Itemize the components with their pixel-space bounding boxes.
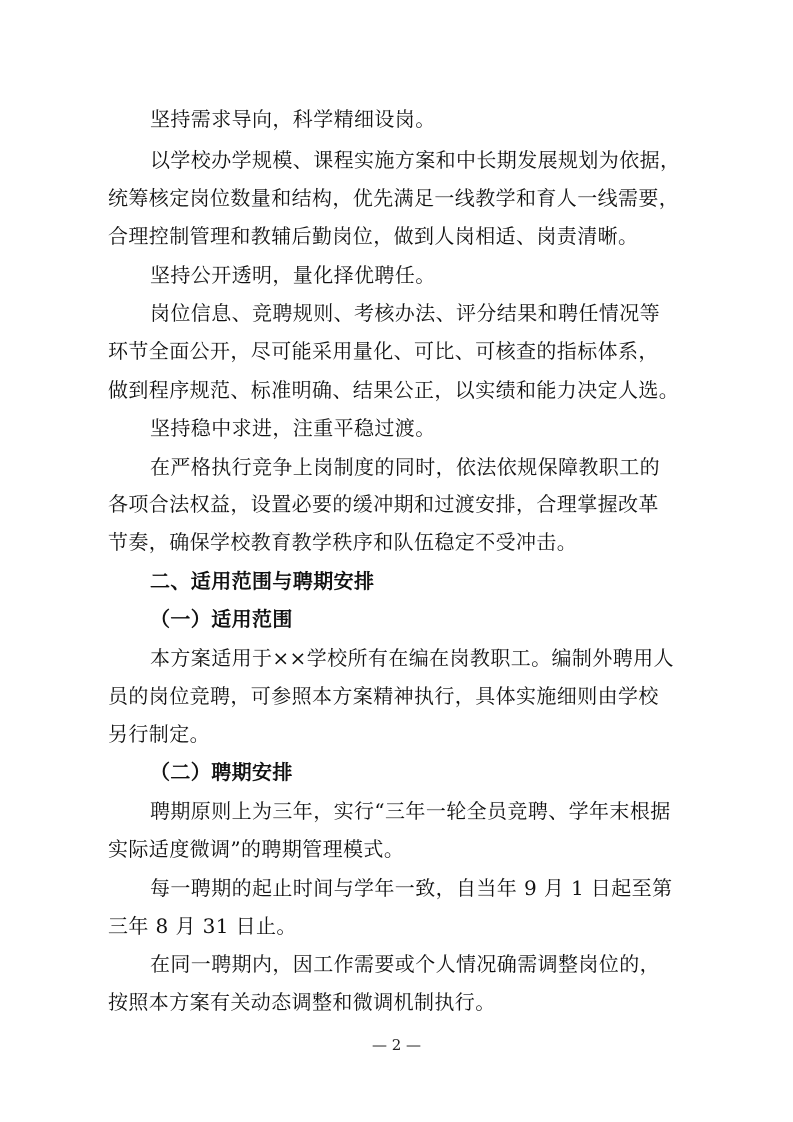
paragraph-line: 统筹核定岗位数量和结构，优先满足一线教学和育人一线需要， xyxy=(108,186,680,210)
paragraph-line: 本方案适用于××学校所有在编在岗教职工。编制外聘用人 xyxy=(150,646,674,670)
paragraph-line: 在同一聘期内，因工作需要或个人情况确需调整岗位的， xyxy=(150,952,660,976)
paragraph-line: 聘期原则上为三年，实行“三年一轮全员竞聘、学年末根据 xyxy=(150,799,671,823)
paragraph-line: 每一聘期的起止时间与学年一致，自当年 9 月 1 日起至第 xyxy=(150,876,673,900)
subsection-heading: （二）聘期安排 xyxy=(150,760,293,784)
section-heading: 二、适用范围与聘期安排 xyxy=(150,569,375,593)
paragraph-line: 节奏，确保学校教育教学秩序和队伍稳定不受冲击。 xyxy=(108,530,578,554)
paragraph-line: 在严格执行竞争上岗制度的同时，依法依规保障教职工的 xyxy=(150,455,660,479)
page-number: — 2 — xyxy=(371,1036,422,1054)
paragraph-line: 环节全面公开，尽可能采用量化、可比、可核查的指标体系， xyxy=(108,339,659,363)
paragraph-heading-stable: 坚持稳中求进，注重平稳过渡。 xyxy=(150,416,436,440)
paragraph-line: 按照本方案有关动态调整和微调机制执行。 xyxy=(108,990,496,1014)
paragraph-line: 实际适度微调”的聘期管理模式。 xyxy=(108,837,405,861)
paragraph-line: 以学校办学规模、课程实施方案和中长期发展规划为依据， xyxy=(150,148,681,172)
paragraph-line: 岗位信息、竞聘规则、考核办法、评分结果和聘任情况等 xyxy=(150,301,660,325)
paragraph-line: 合理控制管理和教辅后勤岗位，做到人岗相适、岗责清晰。 xyxy=(108,224,639,248)
paragraph-line: 做到程序规范、标准明确、结果公正，以实绩和能力决定人选。 xyxy=(108,378,680,402)
paragraph-line: 三年 8 月 31 日止。 xyxy=(108,914,297,938)
paragraph-heading-demand: 坚持需求导向，科学精细设岗。 xyxy=(150,107,436,131)
paragraph-heading-open: 坚持公开透明，量化择优聘任。 xyxy=(150,263,436,287)
paragraph-line: 另行制定。 xyxy=(108,722,210,746)
paragraph-line: 员的岗位竞聘，可参照本方案精神执行，具体实施细则由学校 xyxy=(108,684,659,708)
subsection-heading: （一）适用范围 xyxy=(150,607,293,631)
paragraph-line: 各项合法权益，设置必要的缓冲期和过渡安排，合理掌握改革 xyxy=(108,492,659,516)
